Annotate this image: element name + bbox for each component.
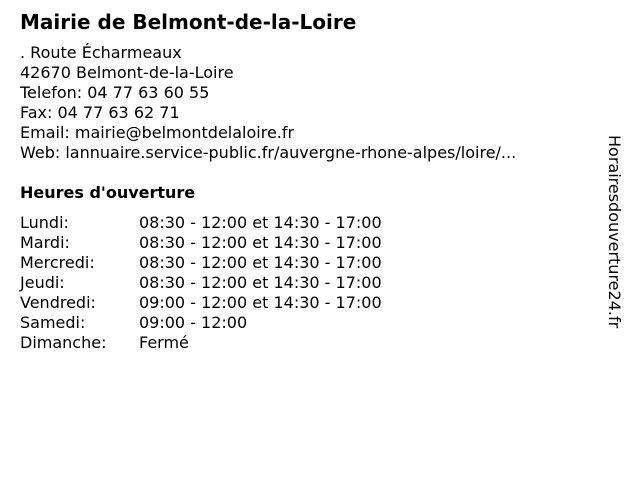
phone-number[interactable]: Telefon: 04 77 63 60 55 [20, 83, 210, 102]
hours-value: 08:30 - 12:00 et 14:30 - 17:00 [139, 253, 382, 272]
address-city: 42670 Belmont-de-la-Loire [20, 63, 234, 82]
day-label: Lundi: [20, 213, 69, 232]
page-title: Mairie de Belmont-de-la-Loire [20, 10, 357, 34]
web-link[interactable]: Web: lannuaire.service-public.fr/auvergne-rhone-alpes/loire/... [20, 143, 517, 162]
email-link[interactable]: Email: mairie@belmontdelaloire.fr [20, 123, 295, 142]
day-label: Mercredi: [20, 253, 95, 272]
hours-value: 08:30 - 12:00 et 14:30 - 17:00 [139, 273, 382, 292]
site-watermark: Horairesdouverture24.fr [605, 135, 624, 329]
hours-value: 09:00 - 12:00 [139, 313, 248, 332]
hours-value: 09:00 - 12:00 et 14:30 - 17:00 [139, 293, 382, 312]
hours-value: Fermé [139, 333, 189, 352]
contact-info [20, 43, 516, 163]
day-label: Mardi: [20, 233, 70, 252]
day-label: Jeudi: [20, 273, 65, 292]
day-label: Dimanche: [20, 333, 107, 352]
hours-heading: Heures d'ouverture [20, 183, 196, 202]
fax-number: Fax: 04 77 63 62 71 [20, 103, 180, 122]
address-street: . Route Écharmeaux [20, 43, 182, 62]
hours-value: 08:30 - 12:00 et 14:30 - 17:00 [139, 233, 382, 252]
day-label: Samedi: [20, 313, 86, 332]
hours-value: 08:30 - 12:00 et 14:30 - 17:00 [139, 213, 382, 232]
day-label: Vendredi: [20, 293, 96, 312]
